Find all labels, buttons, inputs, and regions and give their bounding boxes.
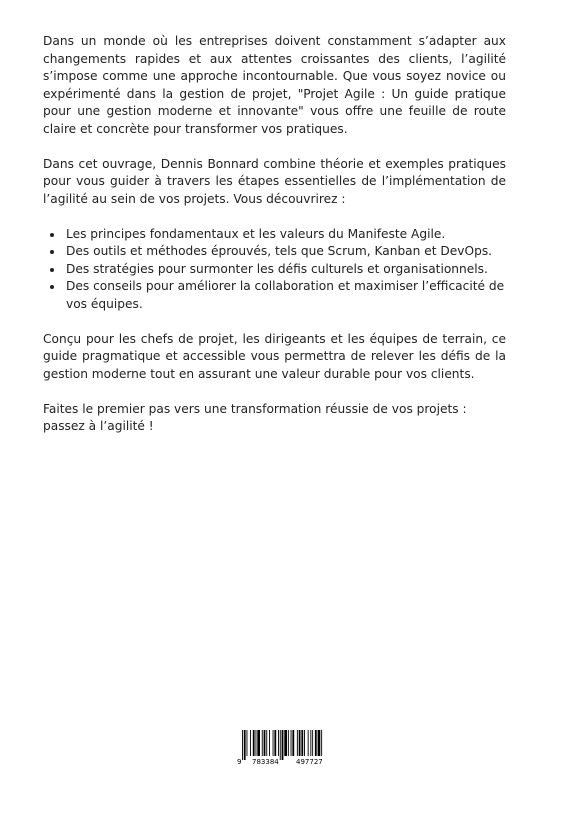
barcode-bars: [234, 730, 342, 760]
barcode-bar: [288, 730, 289, 756]
barcode-bar: [304, 730, 305, 756]
feature-list: [43, 226, 506, 314]
barcode-bar: [256, 730, 257, 756]
barcode-bar: [310, 730, 311, 756]
barcode-bar: [242, 730, 243, 760]
barcode-bar: [312, 730, 313, 756]
overview-paragraph: Dans cet ouvrage, Dennis Bonnard combine théorie et exemples pratiques pour vous guider à travers les étapes essentielles de l’implémentation de l’agilité au sein de vos projets. Vous découvrirez :: [43, 156, 506, 206]
barcode-bar: [297, 730, 298, 756]
barcode-bar: [321, 730, 322, 756]
back-cover-text: [43, 33, 506, 436]
barcode-bar: [266, 730, 267, 756]
barcode-bar: [247, 730, 248, 756]
list-item: • Des stratégies pour surmonter les défis culturels et organisationnels.: [64, 261, 506, 279]
barcode-bar: [262, 730, 263, 756]
barcode-bar: [301, 730, 303, 756]
barcode-bar: [291, 730, 292, 756]
barcode-bar: [284, 730, 287, 756]
barcode-right-digits: 497727: [296, 758, 323, 766]
barcode-left-digits: 783384: [252, 758, 279, 766]
barcode-bar: [264, 730, 266, 756]
barcode-bar: [280, 730, 281, 760]
audience-paragraph: Conçu pour les chefs de projet, les dirigeants et les équipes de terrain, ce guide pragmatique et accessible vous permettra de relever les défis de la gestion moderne tout en assurant une valeur durable pour vos clients.: [43, 331, 506, 381]
barcode-bar: [308, 730, 309, 756]
barcode-bar: [273, 730, 274, 756]
barcode-bar: [269, 730, 270, 756]
barcode-lead-digit: 9: [237, 758, 242, 766]
barcode-bar: [274, 730, 276, 756]
barcode-bar: [244, 730, 246, 760]
list-item: • Des outils et méthodes éprouvés, tels que Scrum, Kanban et DevOps.: [64, 243, 506, 261]
list-item: • Des conseils pour améliorer la collaboration et maximiser l’efficacité de vos équipes.: [64, 278, 506, 313]
barcode-bar: [253, 730, 255, 756]
barcode-bar: [282, 730, 284, 760]
barcode-bar: [315, 730, 317, 756]
intro-paragraph: Dans un monde où les entreprises doivent constamment s’adapter aux changements rapides et aux attentes croissantes des clients, l’agilité s’impose comme une approche incontournable. Que vous soyez novice ou expérimenté dans la gestion de projet, "Projet Agile : Un guide pratique pour une gestion moderne et innovante" vous offre une feuille de route claire et concrète pour transformer vos pratiques.: [43, 34, 506, 136]
list-item: • Les principes fondamentaux et les valeurs du Manifeste Agile.: [64, 226, 506, 244]
barcode-bar: [257, 730, 260, 756]
isbn-barcode: [234, 730, 342, 770]
barcode-bar: [278, 730, 279, 756]
call-to-action-paragraph: Faites le premier pas vers une transformation réussie de vos projets : passez à l’agilité !: [43, 401, 467, 433]
barcode-bar: [292, 730, 294, 756]
barcode-bar: [250, 730, 251, 756]
barcode-bar: [299, 730, 301, 756]
barcode-bar: [318, 730, 321, 756]
